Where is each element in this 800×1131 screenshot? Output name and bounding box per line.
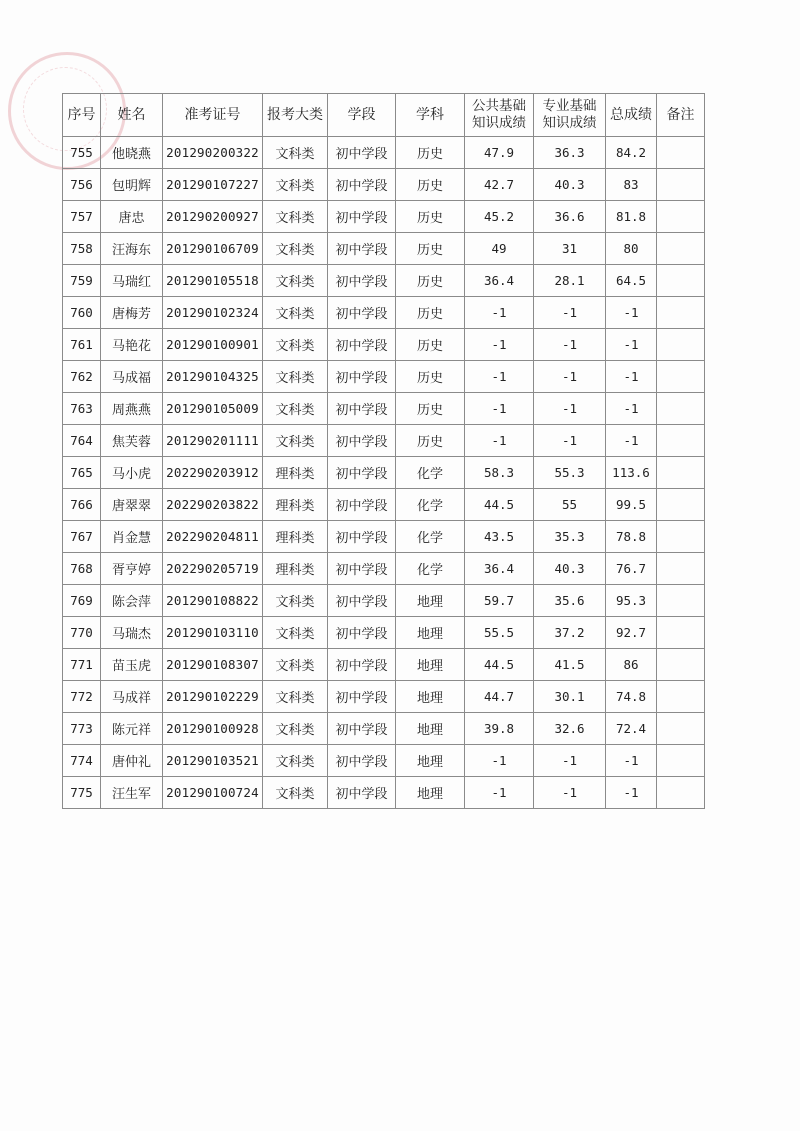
cell-name: 马成福 — [101, 361, 163, 393]
cell-remark — [657, 649, 705, 681]
cell-total: 72.4 — [606, 713, 657, 745]
cell-category: 文科类 — [263, 233, 328, 265]
cell-name: 他晓燕 — [101, 137, 163, 169]
cell-stage: 初中学段 — [328, 265, 396, 297]
cell-public-score: -1 — [465, 745, 534, 777]
cell-subject: 历史 — [396, 425, 465, 457]
cell-subject: 历史 — [396, 329, 465, 361]
cell-category: 文科类 — [263, 713, 328, 745]
cell-stage: 初中学段 — [328, 585, 396, 617]
header-total: 总成绩 — [606, 94, 657, 137]
cell-subject: 历史 — [396, 361, 465, 393]
cell-category: 文科类 — [263, 425, 328, 457]
cell-category: 文科类 — [263, 137, 328, 169]
cell-exam-id: 201290100928 — [163, 713, 263, 745]
cell-subject: 历史 — [396, 169, 465, 201]
header-major-score — [534, 94, 606, 137]
cell-name: 唐翠翠 — [101, 489, 163, 521]
table-row — [63, 521, 705, 553]
cell-name: 唐忠 — [101, 201, 163, 233]
cell-index: 771 — [63, 649, 101, 681]
cell-category: 文科类 — [263, 649, 328, 681]
header-index: 序号 — [63, 94, 101, 137]
cell-public-score: 36.4 — [465, 265, 534, 297]
cell-public-score: 47.9 — [465, 137, 534, 169]
cell-name: 汪海东 — [101, 233, 163, 265]
cell-stage: 初中学段 — [328, 745, 396, 777]
cell-category: 文科类 — [263, 169, 328, 201]
cell-category: 文科类 — [263, 393, 328, 425]
cell-public-score: -1 — [465, 425, 534, 457]
cell-total: -1 — [606, 777, 657, 809]
cell-public-score: 39.8 — [465, 713, 534, 745]
cell-total: 83 — [606, 169, 657, 201]
table-row — [63, 681, 705, 713]
cell-remark — [657, 745, 705, 777]
cell-major-score: -1 — [534, 745, 606, 777]
cell-public-score: 45.2 — [465, 201, 534, 233]
cell-remark — [657, 777, 705, 809]
cell-category: 文科类 — [263, 265, 328, 297]
table-row — [63, 425, 705, 457]
cell-major-score: -1 — [534, 329, 606, 361]
cell-exam-id: 202290204811 — [163, 521, 263, 553]
cell-index: 758 — [63, 233, 101, 265]
cell-index: 757 — [63, 201, 101, 233]
cell-category: 文科类 — [263, 361, 328, 393]
cell-subject: 历史 — [396, 201, 465, 233]
cell-stage: 初中学段 — [328, 521, 396, 553]
cell-name: 肖金慧 — [101, 521, 163, 553]
table-row — [63, 265, 705, 297]
cell-remark — [657, 457, 705, 489]
cell-total: 78.8 — [606, 521, 657, 553]
header-public-score-line1: 公共基础 — [472, 98, 526, 114]
header-stage: 学段 — [328, 94, 396, 137]
cell-remark — [657, 297, 705, 329]
cell-stage: 初中学段 — [328, 553, 396, 585]
cell-major-score: -1 — [534, 297, 606, 329]
cell-major-score: -1 — [534, 425, 606, 457]
cell-remark — [657, 233, 705, 265]
cell-stage: 初中学段 — [328, 329, 396, 361]
table-row — [63, 297, 705, 329]
cell-subject: 地理 — [396, 745, 465, 777]
cell-remark — [657, 137, 705, 169]
cell-index: 772 — [63, 681, 101, 713]
cell-index: 769 — [63, 585, 101, 617]
cell-category: 理科类 — [263, 457, 328, 489]
cell-remark — [657, 713, 705, 745]
cell-category: 文科类 — [263, 297, 328, 329]
cell-public-score: 42.7 — [465, 169, 534, 201]
cell-remark — [657, 617, 705, 649]
cell-category: 理科类 — [263, 489, 328, 521]
cell-total: 74.8 — [606, 681, 657, 713]
cell-public-score: 55.5 — [465, 617, 534, 649]
score-table — [62, 93, 705, 809]
cell-name: 马瑞杰 — [101, 617, 163, 649]
table-row — [63, 745, 705, 777]
cell-index: 761 — [63, 329, 101, 361]
cell-remark — [657, 521, 705, 553]
cell-index: 766 — [63, 489, 101, 521]
cell-name: 马成祥 — [101, 681, 163, 713]
cell-subject: 化学 — [396, 489, 465, 521]
cell-public-score: 58.3 — [465, 457, 534, 489]
header-major-score-line1: 专业基础 — [542, 98, 597, 114]
cell-exam-id: 201290200927 — [163, 201, 263, 233]
cell-remark — [657, 489, 705, 521]
cell-stage: 初中学段 — [328, 649, 396, 681]
cell-subject: 地理 — [396, 585, 465, 617]
cell-subject: 地理 — [396, 681, 465, 713]
cell-total: 99.5 — [606, 489, 657, 521]
cell-name: 马艳花 — [101, 329, 163, 361]
cell-name: 陈会萍 — [101, 585, 163, 617]
table-row — [63, 137, 705, 169]
header-row — [63, 94, 705, 137]
cell-public-score: -1 — [465, 361, 534, 393]
header-remark: 备注 — [657, 94, 705, 137]
cell-exam-id: 201290107227 — [163, 169, 263, 201]
cell-exam-id: 201290200322 — [163, 137, 263, 169]
cell-major-score: -1 — [534, 393, 606, 425]
cell-major-score: -1 — [534, 777, 606, 809]
cell-total: 92.7 — [606, 617, 657, 649]
cell-index: 756 — [63, 169, 101, 201]
cell-index: 768 — [63, 553, 101, 585]
cell-exam-id: 201290106709 — [163, 233, 263, 265]
cell-public-score: 36.4 — [465, 553, 534, 585]
cell-index: 767 — [63, 521, 101, 553]
cell-category: 理科类 — [263, 553, 328, 585]
table-row — [63, 649, 705, 681]
header-public-score — [465, 94, 534, 137]
cell-stage: 初中学段 — [328, 201, 396, 233]
cell-exam-id: 201290103521 — [163, 745, 263, 777]
table-row — [63, 361, 705, 393]
cell-major-score: 36.6 — [534, 201, 606, 233]
cell-major-score: 31 — [534, 233, 606, 265]
table-row — [63, 457, 705, 489]
cell-stage: 初中学段 — [328, 393, 396, 425]
cell-category: 文科类 — [263, 681, 328, 713]
cell-remark — [657, 361, 705, 393]
cell-name: 包明辉 — [101, 169, 163, 201]
cell-public-score: -1 — [465, 329, 534, 361]
cell-name: 胥亨婷 — [101, 553, 163, 585]
cell-index: 764 — [63, 425, 101, 457]
cell-exam-id: 201290103110 — [163, 617, 263, 649]
cell-exam-id: 201290100901 — [163, 329, 263, 361]
cell-major-score: 55.3 — [534, 457, 606, 489]
table-row — [63, 201, 705, 233]
cell-major-score: 41.5 — [534, 649, 606, 681]
cell-total: -1 — [606, 425, 657, 457]
header-exam-id: 准考证号 — [163, 94, 263, 137]
cell-stage: 初中学段 — [328, 425, 396, 457]
cell-name: 唐仲礼 — [101, 745, 163, 777]
cell-exam-id: 201290108307 — [163, 649, 263, 681]
table-row — [63, 713, 705, 745]
cell-remark — [657, 553, 705, 585]
cell-exam-id: 201290102229 — [163, 681, 263, 713]
cell-total: 76.7 — [606, 553, 657, 585]
table-row — [63, 169, 705, 201]
table-row — [63, 489, 705, 521]
cell-total: -1 — [606, 745, 657, 777]
cell-exam-id: 201290100724 — [163, 777, 263, 809]
table-header — [63, 94, 705, 137]
cell-total: 95.3 — [606, 585, 657, 617]
cell-major-score: 32.6 — [534, 713, 606, 745]
cell-remark — [657, 329, 705, 361]
cell-stage: 初中学段 — [328, 777, 396, 809]
cell-name: 苗玉虎 — [101, 649, 163, 681]
cell-exam-id: 202290203822 — [163, 489, 263, 521]
cell-category: 理科类 — [263, 521, 328, 553]
cell-index: 770 — [63, 617, 101, 649]
cell-remark — [657, 169, 705, 201]
header-subject: 学科 — [396, 94, 465, 137]
cell-public-score: -1 — [465, 393, 534, 425]
table-row — [63, 393, 705, 425]
cell-public-score: -1 — [465, 297, 534, 329]
header-major-score-line2: 知识成绩 — [542, 115, 597, 131]
cell-subject: 地理 — [396, 617, 465, 649]
cell-total: -1 — [606, 329, 657, 361]
cell-public-score: -1 — [465, 777, 534, 809]
cell-total: 64.5 — [606, 265, 657, 297]
cell-index: 760 — [63, 297, 101, 329]
cell-subject: 历史 — [396, 137, 465, 169]
cell-category: 文科类 — [263, 617, 328, 649]
cell-name: 焦芙蓉 — [101, 425, 163, 457]
cell-index: 762 — [63, 361, 101, 393]
cell-subject: 化学 — [396, 553, 465, 585]
cell-subject: 地理 — [396, 649, 465, 681]
cell-stage: 初中学段 — [328, 169, 396, 201]
cell-remark — [657, 393, 705, 425]
cell-stage: 初中学段 — [328, 489, 396, 521]
table-row — [63, 617, 705, 649]
cell-remark — [657, 265, 705, 297]
cell-remark — [657, 681, 705, 713]
cell-subject: 地理 — [396, 713, 465, 745]
cell-public-score: 44.5 — [465, 649, 534, 681]
cell-major-score: 30.1 — [534, 681, 606, 713]
cell-major-score: -1 — [534, 361, 606, 393]
cell-major-score: 40.3 — [534, 553, 606, 585]
cell-major-score: 35.6 — [534, 585, 606, 617]
cell-stage: 初中学段 — [328, 681, 396, 713]
cell-name: 周燕燕 — [101, 393, 163, 425]
cell-total: 113.6 — [606, 457, 657, 489]
cell-exam-id: 202290205719 — [163, 553, 263, 585]
cell-stage: 初中学段 — [328, 137, 396, 169]
cell-public-score: 43.5 — [465, 521, 534, 553]
table-row — [63, 777, 705, 809]
cell-subject: 化学 — [396, 457, 465, 489]
cell-total: 84.2 — [606, 137, 657, 169]
cell-total: -1 — [606, 297, 657, 329]
cell-exam-id: 201290104325 — [163, 361, 263, 393]
cell-public-score: 49 — [465, 233, 534, 265]
cell-index: 763 — [63, 393, 101, 425]
cell-total: 86 — [606, 649, 657, 681]
cell-public-score: 59.7 — [465, 585, 534, 617]
cell-index: 773 — [63, 713, 101, 745]
cell-category: 文科类 — [263, 329, 328, 361]
cell-exam-id: 201290201111 — [163, 425, 263, 457]
cell-index: 775 — [63, 777, 101, 809]
cell-total: -1 — [606, 393, 657, 425]
cell-index: 755 — [63, 137, 101, 169]
header-public-score-line2: 知识成绩 — [472, 115, 526, 131]
cell-name: 唐梅芳 — [101, 297, 163, 329]
header-category: 报考大类 — [263, 94, 328, 137]
cell-major-score: 35.3 — [534, 521, 606, 553]
cell-stage: 初中学段 — [328, 361, 396, 393]
cell-subject: 历史 — [396, 393, 465, 425]
cell-name: 陈元祥 — [101, 713, 163, 745]
cell-subject: 历史 — [396, 297, 465, 329]
cell-total: 80 — [606, 233, 657, 265]
cell-subject: 历史 — [396, 265, 465, 297]
table-row — [63, 233, 705, 265]
cell-subject: 历史 — [396, 233, 465, 265]
cell-remark — [657, 585, 705, 617]
cell-name: 马小虎 — [101, 457, 163, 489]
cell-exam-id: 201290102324 — [163, 297, 263, 329]
cell-total: 81.8 — [606, 201, 657, 233]
table-row — [63, 553, 705, 585]
cell-stage: 初中学段 — [328, 617, 396, 649]
cell-total: -1 — [606, 361, 657, 393]
cell-index: 774 — [63, 745, 101, 777]
cell-category: 文科类 — [263, 585, 328, 617]
cell-major-score: 28.1 — [534, 265, 606, 297]
cell-public-score: 44.5 — [465, 489, 534, 521]
cell-stage: 初中学段 — [328, 713, 396, 745]
cell-subject: 地理 — [396, 777, 465, 809]
cell-index: 765 — [63, 457, 101, 489]
cell-major-score: 40.3 — [534, 169, 606, 201]
cell-category: 文科类 — [263, 201, 328, 233]
table-body — [63, 137, 705, 809]
cell-stage: 初中学段 — [328, 233, 396, 265]
cell-stage: 初中学段 — [328, 457, 396, 489]
table-row — [63, 329, 705, 361]
cell-stage: 初中学段 — [328, 297, 396, 329]
cell-remark — [657, 425, 705, 457]
cell-name: 马瑞红 — [101, 265, 163, 297]
cell-name: 汪生军 — [101, 777, 163, 809]
cell-exam-id: 201290105518 — [163, 265, 263, 297]
cell-exam-id: 201290108822 — [163, 585, 263, 617]
cell-subject: 化学 — [396, 521, 465, 553]
cell-exam-id: 201290105009 — [163, 393, 263, 425]
cell-index: 759 — [63, 265, 101, 297]
cell-major-score: 55 — [534, 489, 606, 521]
table-row — [63, 585, 705, 617]
cell-category: 文科类 — [263, 745, 328, 777]
cell-public-score: 44.7 — [465, 681, 534, 713]
cell-exam-id: 202290203912 — [163, 457, 263, 489]
cell-remark — [657, 201, 705, 233]
cell-major-score: 36.3 — [534, 137, 606, 169]
cell-category: 文科类 — [263, 777, 328, 809]
cell-major-score: 37.2 — [534, 617, 606, 649]
header-name: 姓名 — [101, 94, 163, 137]
